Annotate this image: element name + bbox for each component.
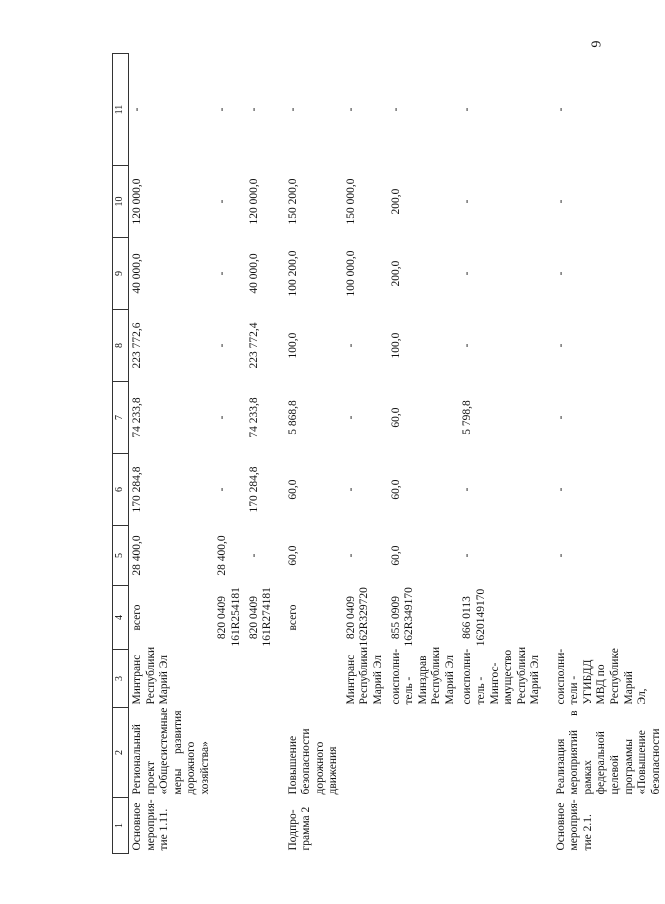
- budget-table: [112, 53, 665, 854]
- row-executor: [285, 650, 343, 708]
- cell-value: -: [216, 487, 229, 492]
- row-code: Подпро-грамма 2: [286, 806, 313, 851]
- cell-value: 100,0: [389, 332, 402, 359]
- cell-value: 100 000,0: [344, 250, 357, 297]
- row-executor: соисполни-тели - УГИБДД МВД по Республике Марий Эл,: [554, 648, 649, 705]
- column-header: 3: [113, 650, 129, 708]
- cell-value: -: [554, 553, 567, 558]
- cell-value: -: [216, 415, 229, 420]
- cell-value: -: [461, 107, 474, 112]
- row-budget-code: всего: [131, 604, 143, 631]
- row-title: Повышение безопасности дорожного движения: [286, 728, 340, 795]
- cell-value: 5 868,8: [286, 400, 299, 435]
- table-row: [214, 54, 245, 854]
- cell-value: -: [461, 199, 474, 204]
- table-row: [553, 54, 665, 854]
- cell-value: 200,0: [389, 260, 402, 287]
- cell-value: -: [554, 415, 567, 420]
- cell-value: -: [131, 107, 143, 112]
- row-executor: соисполни-тель - Мингос-имущество Республики Марий Эл: [461, 646, 542, 705]
- cell-value: 28 400,0: [131, 535, 143, 576]
- cell-value: -: [286, 107, 299, 112]
- column-header: 9: [113, 238, 129, 310]
- row-title: [343, 708, 388, 798]
- row-budget-code: 820 0409 162R329720: [344, 587, 371, 647]
- cell-value: 100 200,0: [286, 250, 299, 297]
- cell-value: -: [216, 199, 229, 204]
- cell-value: 60,0: [389, 545, 402, 566]
- cell-value: 120 000,0: [131, 178, 143, 225]
- cell-value: 200,0: [389, 188, 402, 215]
- row-executor: [246, 650, 277, 708]
- cell-value: -: [554, 107, 567, 112]
- row-title: [246, 708, 277, 798]
- cell-value: 223 772,4: [247, 322, 260, 369]
- row-title: [214, 708, 245, 798]
- row-executor: соисполни-тель - Минздрав Республики Марий Эл: [389, 646, 456, 705]
- cell-value: -: [461, 487, 474, 492]
- table-row: [388, 54, 460, 854]
- row-code: Основное мероприя-тие 1.11.: [131, 799, 171, 851]
- table-body: [129, 54, 665, 854]
- row-executor: [214, 650, 245, 708]
- row-executor: Минтранс Республики Марий Эл: [344, 646, 384, 705]
- cell-value: -: [554, 343, 567, 348]
- cell-value: 170 284,8: [131, 466, 143, 513]
- cell-value: 28 400,0: [216, 535, 229, 576]
- cell-value: -: [344, 343, 357, 348]
- cell-value: -: [461, 343, 474, 348]
- row-budget-code: 820 0409 161R254181: [216, 587, 242, 647]
- cell-value: -: [247, 107, 260, 112]
- row-spacer: [545, 54, 553, 854]
- row-spacer: [277, 54, 285, 854]
- cell-value: 120 000,0: [247, 178, 260, 225]
- cell-value: 60,0: [286, 479, 299, 500]
- table-row: [343, 54, 388, 854]
- row-budget-code: всего: [286, 604, 299, 631]
- cell-value: 40 000,0: [131, 253, 143, 294]
- row-budget-code: [553, 586, 665, 650]
- cell-value: 40 000,0: [247, 253, 260, 294]
- cell-value: 150 200,0: [286, 178, 299, 225]
- row-code: [214, 798, 245, 854]
- rotated-table-wrapper: [112, 54, 662, 854]
- cell-value: -: [389, 107, 402, 112]
- cell-value: 100,0: [286, 332, 299, 359]
- column-header: 2: [113, 708, 129, 798]
- cell-value: -: [216, 271, 229, 276]
- column-header: 7: [113, 382, 129, 454]
- row-budget-code: 866 0113 1620149170: [461, 588, 487, 647]
- row-code: [343, 798, 388, 854]
- row-title: Реализация мероприятий в рамках федеральной целевой программы «Повышение безопасности: [554, 710, 662, 795]
- cell-value: 74 233,8: [131, 397, 143, 438]
- cell-value: -: [554, 199, 567, 204]
- row-budget-code: 855 0909 162R349170: [389, 587, 416, 647]
- cell-value: -: [247, 553, 260, 558]
- cell-value: -: [344, 487, 357, 492]
- cell-value: -: [344, 553, 357, 558]
- table-row: [246, 54, 277, 854]
- cell-value: -: [344, 107, 357, 112]
- column-header: 5: [113, 526, 129, 586]
- column-header: 6: [113, 454, 129, 526]
- column-header: 11: [113, 54, 129, 166]
- cell-value: -: [461, 271, 474, 276]
- row-code: [246, 798, 277, 854]
- row-title: [388, 708, 460, 798]
- cell-value: 150 000,0: [344, 178, 357, 225]
- table-row: [285, 54, 343, 854]
- column-header: 10: [113, 166, 129, 238]
- cell-value: -: [216, 343, 229, 348]
- row-executor: Минтранс Республики Марий Эл: [131, 646, 171, 705]
- cell-value: -: [554, 271, 567, 276]
- cell-value: 5 798,8: [461, 400, 474, 435]
- page-number: 6: [587, 40, 603, 48]
- cell-value: 60,0: [286, 545, 299, 566]
- row-budget-code: 820 0409 161R274181: [247, 587, 274, 647]
- cell-value: 223 772,6: [131, 322, 143, 369]
- table-header: [113, 54, 129, 854]
- column-header: 1: [113, 798, 129, 854]
- row-code: [388, 798, 460, 854]
- row-title: Региональный проект «Общесистемные меры развития дорожного хозяйства»: [131, 707, 211, 795]
- column-header: 8: [113, 310, 129, 382]
- cell-value: 60,0: [389, 407, 402, 428]
- table-row: [459, 54, 544, 854]
- cell-value: -: [216, 107, 229, 112]
- cell-value: -: [461, 553, 474, 558]
- cell-value: -: [344, 415, 357, 420]
- row-code: [459, 798, 544, 854]
- cell-value: -: [554, 487, 567, 492]
- column-header: 4: [113, 586, 129, 650]
- cell-value: 60,0: [389, 479, 402, 500]
- cell-value: 74 233,8: [247, 397, 260, 438]
- cell-value: 170 284,8: [247, 466, 260, 513]
- table-row: [129, 54, 215, 854]
- row-code: Основное мероприя-тие 2.1.: [554, 799, 594, 851]
- row-title: [459, 708, 544, 798]
